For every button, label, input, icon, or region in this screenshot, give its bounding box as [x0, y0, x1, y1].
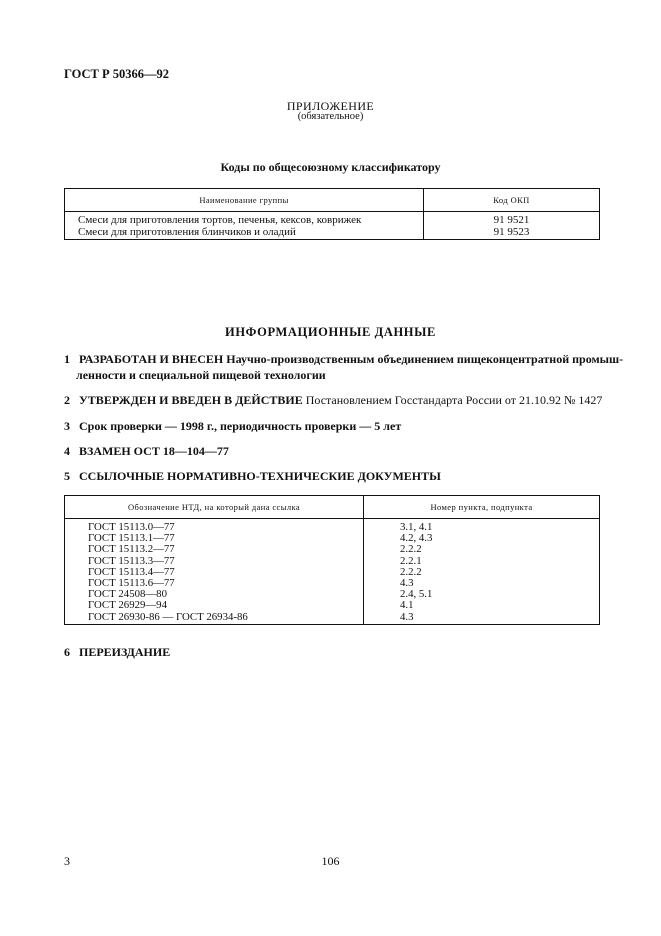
info-item-3 — [64, 419, 401, 434]
classifier-table-title: Коды по общесоюзному классификатору — [220, 160, 441, 174]
item-number: 3 — [64, 419, 70, 433]
classifier-table — [64, 188, 600, 240]
item-number: 4 — [64, 444, 70, 458]
table-row — [65, 212, 600, 227]
ntd-cell: ГОСТ 26930-86 — ГОСТ 26934-86 — [65, 612, 364, 625]
group-name-cell: Смеси для приготовления блинчиков и оладий — [65, 226, 424, 240]
item-text: РАЗРАБОТАН И ВНЕСЕН Научно-производственным объединением пищеконцентратной промыш- — [79, 352, 624, 366]
info-item-6 — [64, 645, 170, 660]
item-text: ССЫЛОЧНЫЕ НОРМАТИВНО-ТЕХНИЧЕСКИЕ ДОКУМЕНТЫ — [79, 469, 441, 483]
info-item-4 — [64, 444, 229, 459]
page-left-number: 3 — [64, 854, 70, 868]
clause-cell: 4.2, 4.3 — [364, 533, 600, 544]
ntd-cell: ГОСТ 15113.2—77 — [65, 544, 364, 555]
table-row — [65, 226, 600, 240]
table-row — [65, 600, 600, 611]
clause-cell: 4.1 — [364, 600, 600, 611]
ntd-cell: ГОСТ 15113.6—77 — [65, 578, 364, 589]
item-number: 6 — [64, 645, 70, 659]
column-header-ntd-designation: Обозначение НТД, на который дана ссылка — [65, 496, 364, 519]
clause-cell: 4.3 — [364, 578, 600, 589]
info-item-1-continuation: ленности и специальной пищевой технологии — [76, 368, 326, 382]
clause-cell: 2.4, 5.1 — [364, 589, 600, 600]
group-name-cell: Смеси для приготовления тортов, печенья, кексов, коврижек — [65, 212, 424, 227]
clause-cell: 2.2.2 — [364, 544, 600, 555]
ntd-cell: ГОСТ 26929—94 — [65, 600, 364, 611]
okp-code-cell: 91 9521 — [424, 212, 600, 227]
table-header-row — [65, 496, 600, 519]
table-header-row — [65, 189, 600, 212]
info-section-title: ИНФОРМАЦИОННЫЕ ДАННЫЕ — [225, 325, 436, 339]
ntd-cell: ГОСТ 15113.1—77 — [65, 533, 364, 544]
info-item-1 — [64, 352, 623, 367]
column-header-clause-number: Номер пункта, подпункта — [364, 496, 600, 519]
info-item-5 — [64, 469, 441, 484]
item-text: Срок проверки — 1998 г., периодичность проверки — 5 лет — [79, 419, 402, 433]
item-number: 2 — [64, 393, 70, 407]
standard-code: ГОСТ Р 50366—92 — [64, 67, 170, 81]
ntd-cell: ГОСТ 24508—80 — [65, 589, 364, 600]
column-header-okp-code: Код ОКП — [424, 189, 600, 212]
okp-code-cell: 91 9523 — [424, 226, 600, 240]
clause-cell: 3.1, 4.1 — [364, 519, 600, 534]
column-header-group-name: Наименование группы — [65, 189, 424, 212]
table-row — [65, 519, 600, 534]
ntd-cell: ГОСТ 15113.3—77 — [65, 556, 364, 567]
ntd-cell: ГОСТ 15113.0—77 — [65, 519, 364, 534]
info-item-2 — [64, 393, 602, 408]
appendix-title: ПРИЛОЖЕНИЕ — [286, 99, 375, 113]
item-number: 1 — [64, 352, 70, 366]
table-row — [65, 612, 600, 625]
clause-cell: 2.2.2 — [364, 567, 600, 578]
clause-cell: 4.3 — [364, 612, 600, 625]
item-text: ПЕРЕИЗДАНИЕ — [79, 645, 171, 659]
reference-documents-table — [64, 495, 600, 625]
table-row — [65, 544, 600, 555]
appendix-subtitle: (обязательное) — [297, 111, 364, 122]
ntd-cell: ГОСТ 15113.4—77 — [65, 567, 364, 578]
page-number: 106 — [321, 854, 340, 868]
clause-cell: 2.2.1 — [364, 556, 600, 567]
item-lead-text: УТВЕРЖДЕН И ВВЕДЕН В ДЕЙСТВИЕ — [79, 393, 303, 407]
item-text: ВЗАМЕН ОСТ 18—104—77 — [79, 444, 229, 458]
item-text: Постановлением Госстандарта России от 21.10.92 № 1427 — [302, 393, 603, 407]
item-number: 5 — [64, 469, 70, 483]
